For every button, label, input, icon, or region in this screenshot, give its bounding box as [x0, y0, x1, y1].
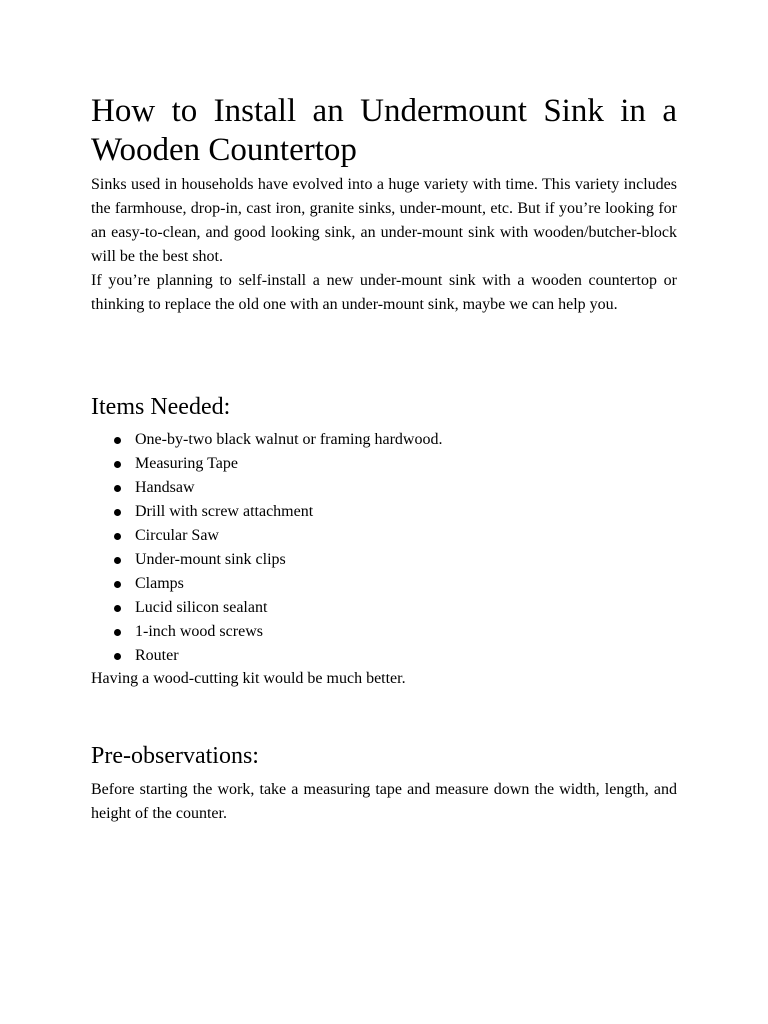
list-item	[91, 572, 677, 596]
items-needed-heading: Items Needed:	[91, 394, 231, 420]
list-item	[91, 500, 677, 524]
items-note: Having a wood-cutting kit would be much better.	[91, 670, 406, 687]
bullet-icon	[114, 629, 121, 636]
list-item	[91, 428, 677, 452]
bullet-icon	[114, 461, 121, 468]
list-item-text: One-by-two black walnut or framing hardwood.	[135, 431, 443, 448]
list-item-text: Handsaw	[135, 479, 195, 496]
list-item-text: Router	[135, 647, 179, 664]
list-item-text: Clamps	[135, 575, 184, 592]
list-item-text: 1-inch wood screws	[135, 623, 263, 640]
list-item-text: Measuring Tape	[135, 455, 238, 472]
list-item-text: Under-mount sink clips	[135, 551, 286, 568]
items-list	[91, 428, 677, 668]
bullet-icon	[114, 605, 121, 612]
intro-paragraph: Sinks used in households have evolved into a huge variety with time. This variety includes the farmhouse, drop-in, cast iron, granite sinks, under-mount, etc. But if you’re looking for an easy-to-clean, and good looking sink, an under-mount sink with wooden/butcher-block will be the best shot.	[91, 176, 677, 265]
list-item	[91, 548, 677, 572]
bullet-icon	[114, 485, 121, 492]
list-item	[91, 620, 677, 644]
bullet-icon	[114, 557, 121, 564]
pre-observations-heading: Pre-observations:	[91, 743, 259, 769]
list-item	[91, 452, 677, 476]
list-item	[91, 524, 677, 548]
list-item-text: Drill with screw attachment	[135, 503, 314, 520]
bullet-icon	[114, 509, 121, 516]
list-item-text: Lucid silicon sealant	[135, 599, 268, 616]
bullet-icon	[114, 533, 121, 540]
list-item	[91, 644, 677, 668]
bullet-icon	[114, 653, 121, 660]
intro-paragraph: If you’re planning to self-install a new under-mount sink with a wooden countertop or thinking to replace the old one with an under-mount sink, maybe we can help you.	[91, 272, 677, 313]
bullet-icon	[114, 437, 121, 444]
list-item-text: Circular Saw	[135, 527, 219, 544]
list-item	[91, 476, 677, 500]
document-title: How to Install an Undermount Sink in a Wooden Countertop	[91, 93, 677, 168]
list-item	[91, 596, 677, 620]
bullet-icon	[114, 581, 121, 588]
pre-observations-paragraph: Before starting the work, take a measuring tape and measure down the width, length, and height of the counter.	[91, 781, 677, 822]
